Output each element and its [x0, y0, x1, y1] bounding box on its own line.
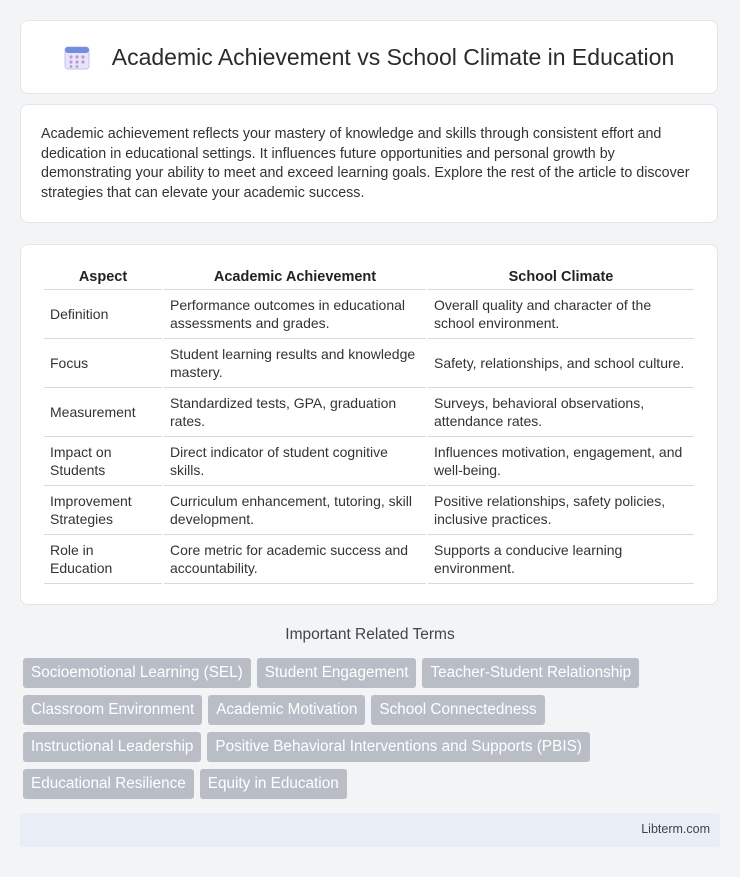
table-header-row — [44, 265, 694, 290]
related-term-tag[interactable]: Teacher-Student Relationship — [422, 658, 639, 688]
column-header: School Climate — [428, 265, 694, 290]
related-terms-list — [23, 658, 723, 806]
related-term-tag[interactable]: Academic Motivation — [208, 695, 365, 725]
table-row — [44, 535, 694, 584]
page-header — [20, 20, 718, 94]
related-term-tag[interactable]: Instructional Leadership — [23, 732, 201, 762]
table-cell-climate: Surveys, behavioral observations, attendance rates. — [428, 388, 694, 437]
intro-section — [20, 104, 718, 223]
calendar-icon — [64, 44, 90, 70]
related-terms-title: Important Related Terms — [285, 626, 455, 643]
intro-text: Academic achievement reflects your mastery of knowledge and skills through consistent effort and dedication in educational settings. It influences future opportunities and personal growth by demonstrating your ability to meet and exceed learning goals. Explore the rest of the article to discover strategies that can elevate your academic success. — [41, 126, 690, 201]
table-cell-climate: Safety, relationships, and school culture. — [428, 339, 694, 388]
table-cell-academic: Direct indicator of student cognitive skills. — [164, 437, 426, 486]
table-cell-aspect: Definition — [44, 290, 162, 339]
table-cell-climate: Positive relationships, safety policies, inclusive practices. — [428, 486, 694, 535]
table-row — [44, 290, 694, 339]
table-row — [44, 388, 694, 437]
table-cell-aspect: Role in Education — [44, 535, 162, 584]
related-term-tag[interactable]: Student Engagement — [257, 658, 417, 688]
table-cell-aspect: Impact on Students — [44, 437, 162, 486]
table-row — [44, 339, 694, 388]
comparison-table-card — [20, 244, 718, 605]
page-title: Academic Achievement vs School Climate in Education — [111, 43, 675, 70]
table-cell-academic: Student learning results and knowledge mastery. — [164, 339, 426, 388]
table-cell-aspect: Measurement — [44, 388, 162, 437]
column-header: Aspect — [44, 265, 162, 290]
related-term-tag[interactable]: Classroom Environment — [23, 695, 202, 725]
comparison-table — [42, 265, 696, 584]
table-cell-academic: Performance outcomes in educational assessments and grades. — [164, 290, 426, 339]
footer-brand-link[interactable]: Libterm.com — [641, 822, 710, 836]
related-term-tag[interactable]: School Connectedness — [371, 695, 544, 725]
related-term-tag[interactable]: Socioemotional Learning (SEL) — [23, 658, 251, 688]
table-cell-climate: Overall quality and character of the school environment. — [428, 290, 694, 339]
column-header: Academic Achievement — [164, 265, 426, 290]
related-term-tag[interactable]: Equity in Education — [200, 769, 347, 799]
table-cell-climate: Supports a conducive learning environment. — [428, 535, 694, 584]
table-cell-aspect: Improvement Strategies — [44, 486, 162, 535]
table-cell-climate: Influences motivation, engagement, and well-being. — [428, 437, 694, 486]
table-cell-academic: Core metric for academic success and accountability. — [164, 535, 426, 584]
footer — [20, 813, 720, 847]
table-cell-aspect: Focus — [44, 339, 162, 388]
table-cell-academic: Standardized tests, GPA, graduation rates. — [164, 388, 426, 437]
table-row — [44, 486, 694, 535]
table-row — [44, 437, 694, 486]
table-cell-academic: Curriculum enhancement, tutoring, skill development. — [164, 486, 426, 535]
related-term-tag[interactable]: Positive Behavioral Interventions and Supports (PBIS) — [207, 732, 589, 762]
related-term-tag[interactable]: Educational Resilience — [23, 769, 194, 799]
